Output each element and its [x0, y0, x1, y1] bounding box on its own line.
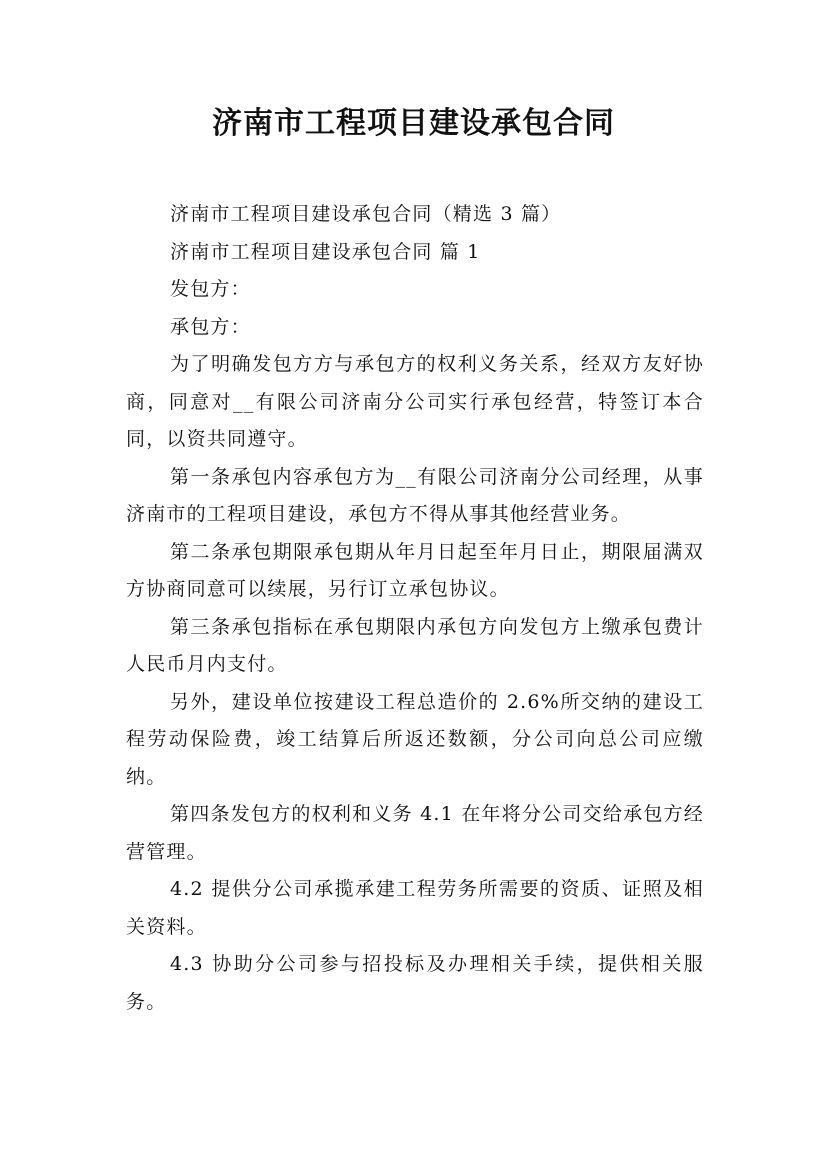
paragraph-article-4: 第四条发包方的权利和义务 4.1 在年将分公司交给承包方经营管理。: [126, 803, 704, 863]
paragraph-insurance: 另外，建设单位按建设工程总造价的 2.6%所交纳的建设工程劳动保险费，竣工结算后所返还数额，分公司向总公司应缴纳。: [126, 690, 704, 788]
paragraph-clause-4-2: 4.2 提供分公司承揽承建工程劳务所需要的资质、证照及相关资料。: [126, 878, 704, 938]
paragraph-section-heading: 济南市工程项目建设承包合同 篇 1: [170, 240, 481, 263]
document-body: [126, 196, 704, 1021]
document-title: 济南市工程项目建设承包合同: [212, 106, 615, 141]
paragraph-article-3: 第三条承包指标在承包期限内承包方向发包方上缴承包费计人民币月内支付。: [126, 615, 704, 675]
paragraph-clause-4-3: 4.3 协助分公司参与招投标及办理相关手续，提供相关服务。: [126, 953, 704, 1013]
paragraph-subtitle: 济南市工程项目建设承包合同（精选 3 篇）: [170, 203, 562, 225]
paragraph-contractor: 承包方：: [170, 315, 251, 338]
paragraph-preamble: 为了明确发包方方与承包方的权利义务关系，经双方友好协商，同意对__有限公司济南分公司实行承包经营，特签订本合同，以资共同遵守。: [126, 353, 704, 450]
paragraph-article-2: 第二条承包期限承包期从年月日起至年月日止，期限届满双方协商同意可以续展，另行订立承包协议。: [126, 540, 704, 600]
paragraph-article-1: 第一条承包内容承包方为__有限公司济南分公司经理，从事济南市的工程项目建设，承包方不得从事其他经营业务。: [126, 465, 704, 525]
paragraph-employer: 发包方：: [170, 278, 251, 300]
